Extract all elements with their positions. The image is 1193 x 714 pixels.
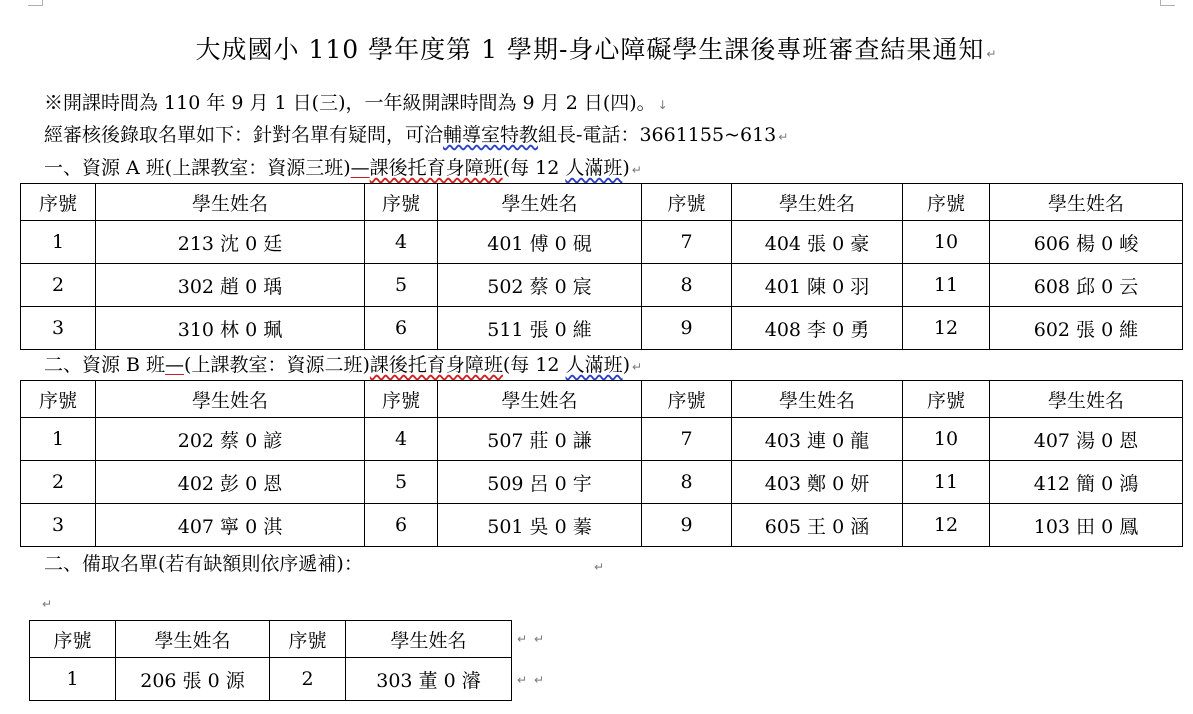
serial-number-cell: 6 bbox=[365, 307, 438, 350]
student-name-cell: 602 張 0 維 bbox=[990, 307, 1183, 350]
paragraph-mark-icon: ↵ bbox=[632, 360, 643, 374]
student-name-cell: 606 楊 0 峻 bbox=[990, 221, 1183, 264]
serial-number-cell: 4 bbox=[365, 221, 438, 264]
paragraph-mark-icon: ↵ bbox=[986, 47, 998, 61]
header-student-name: 學生姓名 bbox=[346, 621, 512, 658]
waitlist-heading: 二、備取名單(若有缺額則依序遞補)： bbox=[44, 553, 363, 575]
header-student-name: 學生姓名 bbox=[116, 621, 270, 658]
header-student-name: 學生姓名 bbox=[990, 184, 1183, 221]
serial-number-cell: 8 bbox=[642, 264, 732, 307]
student-name-cell: 302 趙 0 瑀 bbox=[96, 264, 365, 307]
student-name-cell: 502 蔡 0 宸 bbox=[438, 264, 642, 307]
admission-note-office: 輔導室特教 bbox=[443, 124, 539, 146]
student-name-cell: 509 呂 0 宇 bbox=[438, 461, 642, 504]
header-serial-number: 序號 bbox=[21, 381, 96, 418]
student-name-cell: 402 彭 0 恩 bbox=[96, 461, 365, 504]
section-a-table bbox=[20, 183, 1183, 350]
student-name-cell: 303 董 0 濬 bbox=[346, 658, 512, 701]
serial-number-cell: 11 bbox=[903, 461, 990, 504]
table-row bbox=[21, 264, 1183, 307]
section-a-heading: 一、資源 A 班(上課教室：資源三班)—課後托育身障班(每 12 人滿班) ↵ bbox=[44, 157, 642, 179]
table-row bbox=[21, 504, 1183, 547]
serial-number-cell: 2 bbox=[21, 461, 96, 504]
line-break-icon: ↓ bbox=[657, 98, 668, 112]
schedule-note: ※開課時間為 110 年 9 月 1 日(三)，一年級開課時間為 9 月 2 日(四)。 ↓ bbox=[44, 92, 668, 114]
serial-number-cell: 9 bbox=[642, 504, 732, 547]
student-name-cell: 401 陳 0 羽 bbox=[732, 264, 903, 307]
student-name-cell: 407 寧 0 淇 bbox=[96, 504, 365, 547]
paragraph-mark-icon: ↵ bbox=[631, 163, 642, 177]
paragraph-mark-icon: ↵ bbox=[517, 632, 528, 646]
paragraph-mark-icon: ↵ bbox=[778, 130, 789, 144]
waitlist-table bbox=[29, 620, 512, 701]
student-name-cell: 403 鄭 0 妍 bbox=[732, 461, 903, 504]
student-name-cell: 501 吳 0 蓁 bbox=[438, 504, 642, 547]
section-b-heading: 二、資源 B 班—(上課教室：資源二班)課後托育身障班(每 12 人滿班) ↵ bbox=[44, 354, 643, 376]
paragraph-mark-icon: ↵ bbox=[534, 632, 545, 646]
header-serial-number: 序號 bbox=[903, 381, 990, 418]
admission-note: 經審核後錄取名單如下：針對名單有疑問，可洽輔導室特教組長-電話：3661155~613 ↵ bbox=[44, 124, 789, 146]
student-name-cell: 605 王 0 涵 bbox=[732, 504, 903, 547]
header-serial-number: 序號 bbox=[642, 381, 732, 418]
header-serial-number: 序號 bbox=[365, 381, 438, 418]
header-serial-number: 序號 bbox=[270, 621, 346, 658]
header-student-name: 學生姓名 bbox=[438, 184, 642, 221]
serial-number-cell: 12 bbox=[903, 504, 990, 547]
header-student-name: 學生姓名 bbox=[96, 184, 365, 221]
serial-number-cell: 10 bbox=[903, 221, 990, 264]
table-row bbox=[30, 658, 512, 701]
student-name-cell: 103 田 0 鳳 bbox=[990, 504, 1183, 547]
table-row bbox=[21, 221, 1183, 264]
student-name-cell: 404 張 0 豪 bbox=[732, 221, 903, 264]
serial-number-cell: 7 bbox=[642, 221, 732, 264]
serial-number-cell: 9 bbox=[642, 307, 732, 350]
serial-number-cell: 8 bbox=[642, 461, 732, 504]
student-name-cell: 206 張 0 源 bbox=[116, 658, 270, 701]
header-serial-number: 序號 bbox=[21, 184, 96, 221]
table-header-row bbox=[21, 381, 1183, 418]
margin-corner-left bbox=[28, 0, 43, 6]
margin-corner-right bbox=[1160, 0, 1175, 6]
serial-number-cell: 10 bbox=[903, 418, 990, 461]
student-name-cell: 608 邱 0 云 bbox=[990, 264, 1183, 307]
serial-number-cell: 7 bbox=[642, 418, 732, 461]
paragraph-mark-icon: ↵ bbox=[534, 673, 545, 687]
serial-number-cell: 6 bbox=[365, 504, 438, 547]
student-name-cell: 310 林 0 珮 bbox=[96, 307, 365, 350]
serial-number-cell: 4 bbox=[365, 418, 438, 461]
serial-number-cell: 12 bbox=[903, 307, 990, 350]
student-name-cell: 401 傅 0 硯 bbox=[438, 221, 642, 264]
table-row bbox=[21, 461, 1183, 504]
header-serial-number: 序號 bbox=[365, 184, 438, 221]
serial-number-cell: 2 bbox=[270, 658, 346, 701]
student-name-cell: 507 莊 0 謙 bbox=[438, 418, 642, 461]
table-row bbox=[21, 418, 1183, 461]
document-title: 大成國小 110 學年度第 1 學期-身心障礙學生課後專班審查結果通知 ↵ bbox=[195, 35, 998, 64]
serial-number-cell: 1 bbox=[21, 418, 96, 461]
header-student-name: 學生姓名 bbox=[438, 381, 642, 418]
serial-number-cell: 3 bbox=[21, 504, 96, 547]
header-serial-number: 序號 bbox=[642, 184, 732, 221]
serial-number-cell: 11 bbox=[903, 264, 990, 307]
header-student-name: 學生姓名 bbox=[732, 184, 903, 221]
table-header-row bbox=[21, 184, 1183, 221]
serial-number-cell: 5 bbox=[365, 264, 438, 307]
student-name-cell: 408 李 0 勇 bbox=[732, 307, 903, 350]
student-name-cell: 407 湯 0 恩 bbox=[990, 418, 1183, 461]
table-header-row bbox=[30, 621, 512, 658]
serial-number-cell: 1 bbox=[30, 658, 116, 701]
table-row bbox=[21, 307, 1183, 350]
serial-number-cell: 1 bbox=[21, 221, 96, 264]
section-b-table bbox=[20, 380, 1183, 547]
serial-number-cell: 5 bbox=[365, 461, 438, 504]
header-student-name: 學生姓名 bbox=[732, 381, 903, 418]
student-name-cell: 511 張 0 維 bbox=[438, 307, 642, 350]
header-serial-number: 序號 bbox=[903, 184, 990, 221]
paragraph-mark-icon: ↵ bbox=[594, 560, 605, 574]
student-name-cell: 213 沈 0 廷 bbox=[96, 221, 365, 264]
header-student-name: 學生姓名 bbox=[990, 381, 1183, 418]
serial-number-cell: 3 bbox=[21, 307, 96, 350]
student-name-cell: 202 蔡 0 諺 bbox=[96, 418, 365, 461]
header-serial-number: 序號 bbox=[30, 621, 116, 658]
paragraph-mark-icon: ↵ bbox=[517, 673, 528, 687]
student-name-cell: 412 簡 0 鴻 bbox=[990, 461, 1183, 504]
serial-number-cell: 2 bbox=[21, 264, 96, 307]
header-student-name: 學生姓名 bbox=[96, 381, 365, 418]
student-name-cell: 403 連 0 龍 bbox=[732, 418, 903, 461]
paragraph-mark-icon: ↵ bbox=[42, 597, 53, 611]
